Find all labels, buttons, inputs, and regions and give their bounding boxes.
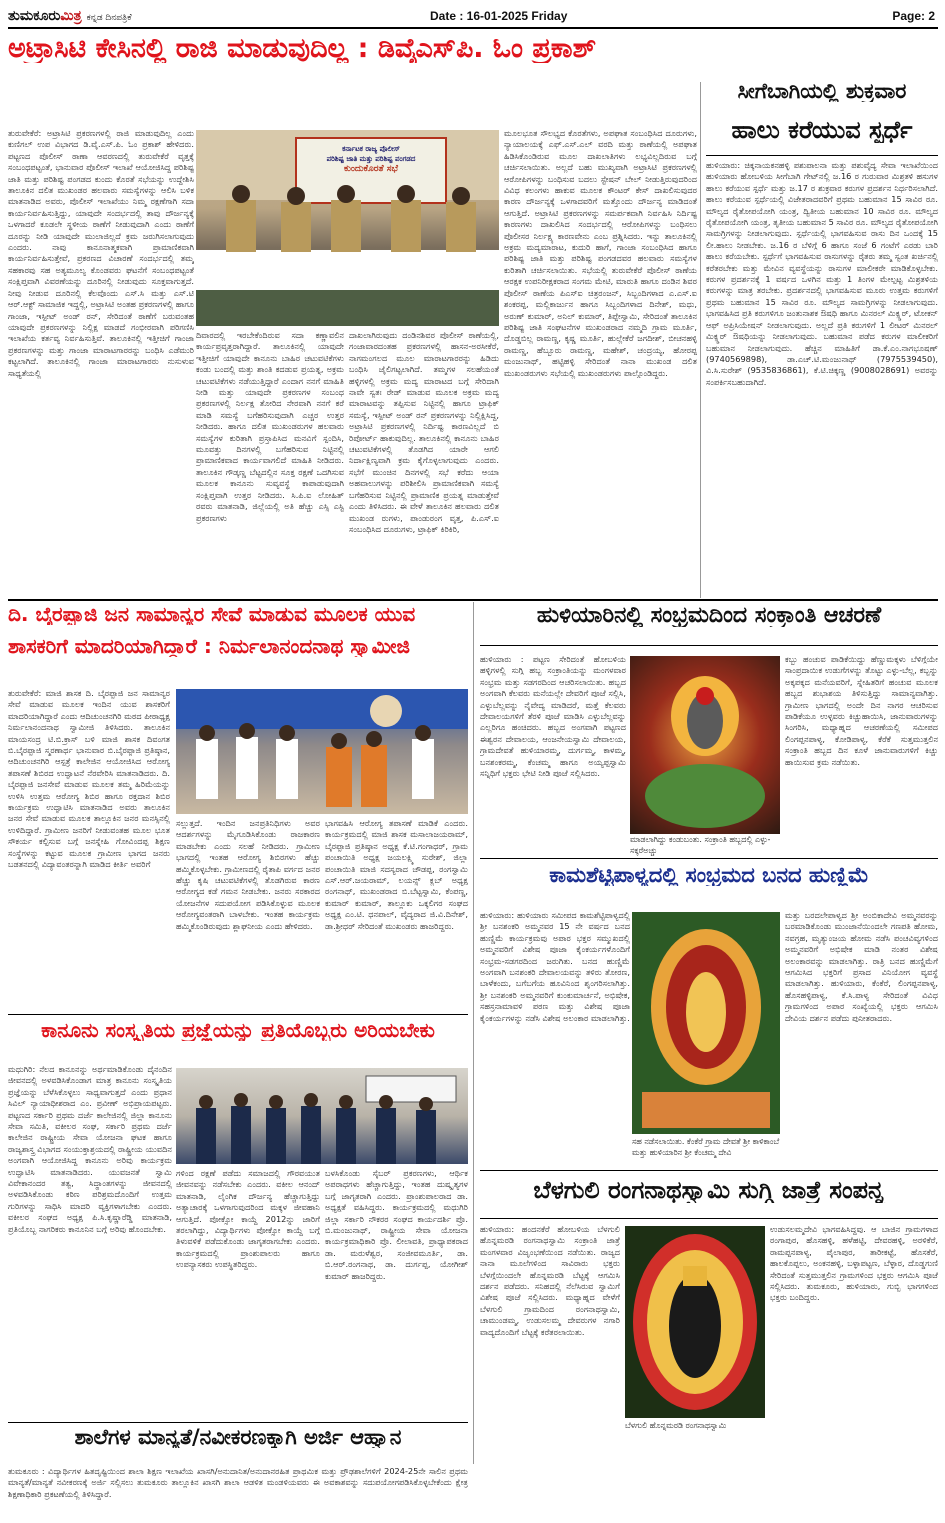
column-divider [700, 82, 701, 598]
photo-banner-line2: ಪರಿಶಿಷ್ಟ ಜಾತಿ ಮತ್ತು ಪರಿಶಿಷ್ಟ ಪಂಗಡದ [326, 155, 416, 163]
banashankari-illustration [632, 912, 780, 1134]
logo-part1: ತುಮಕೂರು [8, 8, 61, 24]
sankranti-col2: ಕಬ್ಬು ಹಂಚುವ ಪಾಡಿಕೆಯಿದ್ದು ಹೆಣ್ಣುಮಕ್ಕಳು ಬೆಳಿಗ್ಗೆಯೇ ಸಾಂಪ್ರದಾಯಿಕ ಉಡುಗೆಗಳನ್ನು ತೊಟ್ಟು ಎಳ್ಳು-ಬೆಲ್ಲ, ಕಬ್ಬನ್ನು ಅಕ್ಕಪಕ್ಕದ ಮನೆಯವರಿಗೆ, ಸ್ನೇಹಿತರಿಗೆ ಹಂಚುವ ಮೂಲಕ ಹಬ್ಬದ ಶುಭಾಶಯ ತಿಳಿಸುತ್ತಿದ್ದು ಸಾಮಾನ್ಯವಾಗಿತ್ತು. ಗ್ರಾಮೀಣ ಭಾಗದಲ್ಲಿ ಅಂದೇ ದಿನ ನಾಗರ ಆಚರಿಸುವ ಪಾಡಿಕೆಯೂ ಉಳ್ಳವರು ಕಿಚ್ಚುಹಾಯಿಸಿ, ಜಾನುವಾರುಗಳನ್ನು ಸಿಂಗರಿಸಿ, ಮಧ್ಯಾಹ್ನದ ಆಚರಣೆಯಲ್ಲಿ ಸಮೀಪದ ಲಿಂಗಪ್ಪನಪಾಳ್ಯ, ಕೋಡಿಪಾಳ್ಯ, ಕೆರೆಕೆ ಸುತ್ತಮುತ್ತಲಿನ ಸಂಕ್ರಾಂತಿ ಹಬ್ಬದ ದಿನ ಕೂಳೆ ಜಾನುವಾರುಗಳಿಗೆ ಕಿಚ್ಚು ಹಾಯಿಸುವ ಕ್ರಮ ನಡೆಯಿತು. [785, 654, 938, 767]
atrocity-headline: ಅಟ್ರಾಸಿಟಿ ಕೇಸಿನಲ್ಲಿ ರಾಜಿ ಮಾಡುವುದಿಲ್ಲ : ಡಿವೈಎಸ್‌ಪಿ. ಓಂ ಪ್ರಕಾಶ್ [8, 35, 597, 64]
kamashetti-headline: ಕಾಮಶೆಟ್ಟಿಪಾಳ್ಯದಲ್ಲಿ ಸಂಭ್ರಮದ ಬನದ ಹುಣ್ಣಿಮೆ [549, 864, 869, 887]
bairappaji-headline-2: ಶಾಸಕರಿಗೆ ಮಾದರಿಯಾಗಿದ್ದಾರೆ : ನಿರ್ಮಲಾನಂದನಾಥ ಸ್ವಾಮೀಜಿ [8, 636, 410, 657]
page-number: Page: 2 [892, 9, 935, 23]
law-event-illustration [176, 1068, 468, 1164]
atrocity-col1: ತುರುವೇಕೆರೆ: ಅಟ್ರಾಸಿಟಿ ಪ್ರಕರಣಗಳಲ್ಲಿ ರಾಜಿ ಮಾಡುವುದಿಲ್ಲ ಎಂದು ಕುಣಿಗಲ್ ಉಪ ವಿಭಾಗದ ಡಿ.ವೈ.ಎಸ್.ಪಿ. ಓಂ ಪ್ರಕಾಶ್ ಹೇಳಿದರು. ಪಟ್ಟಣದ ಪೊಲೀಸ್ ಠಾಣಾ ಆವರಣದಲ್ಲಿ ತುರುವೇಕೆರೆ ವೃತ್ತಕ್ಕೆ ಸಂಬಂಧಪಟ್ಟಂತೆ, ಭಾನುವಾರ ಪೊಲೀಸ್ ಇಲಾಖೆ ಆಯೋಜಿಸಿದ್ದ ಪರಿಶಿಷ್ಟ ಜಾತಿ ಮತ್ತು ಪರಿಶಿಷ್ಟ ಪಂಗಡದ ಕುಂದು ಕೊರತೆ ಸಭೆಯನ್ನು ಉದ್ದೇಶಿಸಿ ತಾಲೂಕಿನ ದಲಿತ ಮುಖಂಡರ ಹಲವಾರು ಸಮಸ್ಯೆಗಳನ್ನು ಆಲಿಸಿ ಬಳಿಕ ಮಾತನಾಡಿದ ಅವರು, ಪೊಲೀಸ್ ಇಲಾಖೆಯು ನಿಮ್ಮ ರಕ್ಷಣೆಗಾಗಿ ಸದಾ ಕಾರ್ಯನಿರ್ವಹಿಸುತ್ತಿದ್ದು, ಯಾವುದೇ ಸಂದರ್ಭದಲ್ಲಿ ತಾವು ದೌರ್ಜನ್ಯಕ್ಕೆ ಒಳಗಾದರೆ ಕೂಡಲೇ ಸ್ಥಳೀಯ ಠಾಣೆಗೆ ನೀಡುವುದಾಗಿ ಎಂದು ಠಾಣೆಗೆ ದೂರನ್ನು ನೀಡಿ ಯಾವುದೇ ಮುಲಾಜಿಲ್ಲದೆ ಕ್ರಮ ಜರುಗಿಸಲಾಗುವುದು ಎಂದರು. ನಾವು ಕಾನೂನಾತ್ಮಕವಾಗಿ ಪ್ರಾಮಾಣಿಕವಾಗಿ ಕಾರ್ಯನಿರ್ವಹಿಸುತ್ತೇವೆ, ಪ್ರಕರಣದ ವಿಚಾರಣೆ ಸಂದರ್ಭದಲ್ಲಿ ತಮ್ಮ ಸಹಕಾರವು ಸಹ ಅತ್ಯಮೂಲ್ಯ ಕೊಂಡವರು ಘಟನೆಗೆ ಸಂಬಂಧಪಟ್ಟಂತೆ ಸಂಕ್ಷಿಪ್ತವಾಗಿ ವಿವರಣೆಯನ್ನು ದೂರಿನಲ್ಲಿ ನೀಡುವುದು ಸೂಕ್ತವಾಗುತ್ತದೆ. ನೀವು ನೀಡುವ ದೂರಿನಲ್ಲಿ ಕೆಲವೊಂದು ಎಸ್.ಸಿ ಮತ್ತು ಎಸ್.ಟಿ ಆರ್.ಆಕ್ಟ್ ಸಾಮಾಜಿಕ ಇದ್ದಲ್ಲಿ, ಅಟ್ರಾಸಿಟಿ ಅಂತಹ ಪ್ರಕರಣಗಳಲ್ಲಿ ಹಾಗೂ ಗಾಂಜಾ, ಇಸ್ಪೀಟ್ ಅಂಡ್ ರನ್, ಸೇರಿದಂತೆ ಠಾಣೆಗೆ ಬರುವಂತಹ ಯಾವುದೇ ಪ್ರಕರಣಗಳನ್ನು ನಿಲ್ಲಿಕ್ಷ ಮಾಡದೆ ಗಂಭೀರವಾಗಿ ಪರಿಗಣಿಸಿ ಇಲಾಖೆಯ ಕರ್ತವ್ಯ ನಿರ್ವಹಿಸುತ್ತಿವೆ. ತಾಲೂಕಿನಲ್ಲಿ ಇತ್ತೀಚಿಗೆ ಗಾಂಜಾ ಪ್ರಕರಣಗಳನ್ನು ಮತ್ತು ಗಾಂಜಾ ಮಾರಾಟಗಾರರನ್ನು ಬಂಧಿಸಿ ಎಡೆಮುರಿ ಕಟ್ಟಲಾಗಿದೆ. ತಾಲೂಕಿನಲ್ಲಿ ಗಾಂಜಾ ಮಾರಾಟಗಾರರು ನುಸುಳುವ ಸಾಧ್ಯತೆಯಲ್ಲಿ [8, 128, 194, 378]
bairappaji-col2: ಸಲ್ಲುತ್ತದೆ. ಇಂದಿನ ಜನಪ್ರತಿನಿಧಿಗಳು ಅವರ ಆದರ್ಶಗಳನ್ನು ಮೈಗೂಡಿಸಿಕೊಂಡು ರಾಜಕಾರಣ ಮಾಡಬೇಕು ಎಂದು ಸಲಹೆ ನೀಡಿದರು. ಗ್ರಾಮೀಣ ಭಾಗದಲ್ಲಿ ಇಂತಹ ಆರೋಗ್ಯ ಶಿಬಿರಗಳು ಹೆಚ್ಚು ಹಮ್ಮಿಕೊಳ್ಳಬೇಕು. ಗ್ರಾಮೀಣದಲ್ಲಿ ರೈತಾಪಿ ವರ್ಗದ ಜನರ ಹೆಚ್ಚು ಕೃಷಿ ಚಟುವಟಿಕೆಗಳಲ್ಲಿ ತೊಡಗಿರುವ ಕಾರಣ ಆರೋಗ್ಯದ ಕಡೆ ಗಮನ ನೀಡಬೇಕು. ಜನರು ಸರಕಾರದ ಯೋಜನೆಗಳ ಸದುಪಯೋಗ ಪಡಿಸಿಕೊಳ್ಳುವ ಮೂಲಕ ಆರೋಗ್ಯವಂತರಾಗಿ ಬಾಳಬೇಕು. ಇಂತಹ ಕಾರ್ಯಕ್ರಮ ಹಮ್ಮಿಕೊಂಡಿರುವುದು ಶ್ಲಾಘನೀಯ ಎಂದು ಹೇಳಿದರು. [176, 818, 320, 931]
photo-banner-line1: ಕರ್ನಾಟಕ ರಾಜ್ಯ ಪೊಲೀಸ್ [342, 145, 400, 153]
law-col2: ಗಳಿಂದ ರಕ್ಷಣೆ ಪಡೆದು ಸಮಾಜದಲ್ಲಿ ಗೌರವಯುತ ಜೀವನವನ್ನು ನಡೆಸಬೇಕು ಎಂದರು. ವಕೀಲ ಆನಂದ್ ಮಾತನಾಡಿ, ಲೈಂಗಿಕ ದೌರ್ಜನ್ಯ ಹೆಚ್ಚಾಗುತ್ತಿದ್ದು ಅತ್ಯಾಚಾರಕ್ಕೆ ಒಳಗಾಗುವುದರಿಂದ ಮಕ್ಕಳ ಜೀವಹಾನಿ ಆಗುತ್ತಿದೆ. ಪೋಕ್ಸೋ ಕಾಯ್ದೆ 2012ನ್ನು ಜಾರಿಗೆ ತರಲಾಗಿದ್ದು, ವಿದ್ಯಾರ್ಥಿಗಳು ಪೋಕ್ಸೋ ಕಾಯ್ದೆ ಬಗ್ಗೆ ತಿಳುವಳಿಕೆ ಪಡೆದುಕೊಂಡು ಜಾಗೃತರಾಗಬೇಕು ಎಂದರು. ಕಾರ್ಯಕ್ರಮದಲ್ಲಿ ಪ್ರಾಂಶುಪಾಲರು ಹಾಗೂ ಉಪನ್ಯಾಸಕರು ಉಪಸ್ಥಿತರಿದ್ದರು. [176, 1168, 320, 1270]
banashankari-photo [632, 912, 780, 1134]
section-rule-1 [8, 599, 938, 601]
milk-headline-2: ಹಾಲು ಕರೆಯುವ ಸ್ಪರ್ಧೆ [731, 118, 913, 144]
issue-date: Date : 16-01-2025 Friday [430, 9, 568, 23]
milk-rule [706, 155, 938, 156]
milk-headline-1: ಸೀಗೆಬಾಗಿಯಲ್ಲಿ ಶುಕ್ರವಾರ [737, 80, 907, 103]
sankranti-idol-illustration [630, 656, 780, 834]
law-col3: ಬಳಸಿಕೊಂಡು ಸೈಬರ್ ಪ್ರಕರಣಗಳು, ಆರ್ಥಿಕ ಅಪರಾಧಗಳು ಹೆಚ್ಚಾಗುತ್ತಿದ್ದು, ಇಂತಹ ದುಷ್ಕೃತ್ಯಗಳ ಬಗ್ಗೆ ಜಾಗೃತರಾಗಿ ಎಂದರು. ಪ್ರಾಂಶುಪಾಲರಾದ ಡಾ. ಅಧ್ಯಕ್ಷತೆ ವಹಿಸಿದ್ದರು. ಕಾರ್ಯಕ್ರಮದಲ್ಲಿ ಮಧುಗಿರಿ ಜಿಲ್ಲಾ ಸರ್ಕಾರಿ ನೌಕರರ ಸಂಘದ ಕಾರ್ಯದರ್ಶಿ ಪ್ರೊ. ಬಿ.ಮಂಜುನಾಥ್, ರಾಷ್ಟ್ರೀಯ ಸೇವಾ ಯೋಜನಾ ಕಾರ್ಯಕ್ರಮಾಧಿಕಾರಿ ಪ್ರೊ. ಲೀಲಾವತಿ, ಪ್ರಾಧ್ಯಾಪಕರಾದ ಡಾ. ಮರುಳೆಶ್ವರ, ಸಂಜೀವಮೂರ್ತಿ, ಡಾ. ಬಿ.ಆರ್.ರಂಗನಾಥ, ಡಾ. ದುರ್ಗಪ್ಪ, ಯೋಗೀಶ್ ಕುಮಾರ್ ಹಾಜರಿದ್ದರು. [325, 1168, 468, 1281]
newspaper-logo [8, 8, 132, 24]
sankranti-caption: ಮಾಡಲಾಗಿದ್ದು ಕಂಡುಬಂತು. ಸಂಕ್ರಾಂತಿ ಹಬ್ಬದಲ್ಲಿ ಎಳ್ಳು-ಸಕ್ಕರೆಅಚ್ಚು [630, 835, 771, 855]
police-meeting-photo [196, 130, 499, 326]
atrocity-col2: ದಿವಾರದಲ್ಲಿ ಇರಬೇಕೆಂದಿರುವ ಸದಾ ಕಣ್ಣಾವಲಿನ ಕಾರ್ಯಪ್ರವೃತ್ತರಾಗಿದ್ದಾರೆ. ತಾಲೂಕಿನಲ್ಲಿ ಯಾವುದೇ ಇತ್ತೀಚಿಗೆ ಯಾವುದೇ ಕಾನೂನು ಬಾಹಿರ ಚಟುವಟಿಕೆಗಳು ಕಂಡು ಬಂದಲ್ಲಿ ಮತ್ತು ಶಾಂತಿ ಕದಡುವ ಪ್ರಯತ್ನ, ಅಕ್ರಮ ಚಟುವಟಿಕೆಗಳು ನಡೆಯುತ್ತಿದ್ದಾರೆ ಎಂದಾಗ ನನಗೆ ಮಾಹಿತಿ ನೀಡಿ ಮತ್ತು ಯಾವುದೇ ಪ್ರಕರಣಗಳ ಸಂಬಂಧ ಪ್ರಕರಣಗಳಲ್ಲಿ ನಿರ್ಲಕ್ಷ ತೋರಿದ ನೇರವಾಗಿ ನನಗೆ ಕರೆ ಮಾಡಿ ಸಮಸ್ಯೆ ಬಗೆಹರಿಸುವುದಾಗಿ ಎಚ್ಚರ ಉತ್ತರ ನೀಡಿದರು. ಹಾಗೂ ದಲಿತ ಮುಖಂಡರುಗಳ ಹಲವಾರು ಸಮಸ್ಯೆಗಳ ಕುರಿತಾಗಿ ಪ್ರಸ್ತಾಪಿಸಿದ ಮನವಿಗೆ ಸ್ಪಂದಿಸಿ, ಮೂವತ್ತು ದಿನಗಳಲ್ಲಿ ಬಗೆಹರಿಸುವ ನಿಟ್ಟಿನಲ್ಲಿ ಪ್ರಾಮಾಣಿಕವಾದ ಕಾರ್ಯವಾಗಲಿದೆ ಮಾಹಿತಿ ನೀಡಿದರು. ತಾಲೂಕಿನ ಗೌಡ್ಕಣ್ಣ ಬೆಟ್ಟದಲ್ಲಿನ ಸೂಕ್ತ ರಕ್ಷಣೆ ಒದಗಿಸುವ ಮೂಲಕ ಕಾನೂನು ಸುವ್ಯವಸ್ಥೆ ಕಾಪಾಡುವುದಾಗಿ ಸಂಕ್ಷಿಪ್ತವಾಗಿ ಉತ್ತರ ನೀಡಿದರು. ಸಿ.ಪಿ.ಐ ಲೋಹಿತ್ ರವರು ಮಾತನಾಡಿ, ಜಿಲ್ಲೆಯಲ್ಲಿ ಅತಿ ಹೆಚ್ಚು ಎಸ್ಸಿ ಎಸ್ಟಿ ಪ್ರಕರಣಗಳು [196, 330, 344, 523]
school-headline: ಶಾಲೆಗಳ ಮಾನ್ಯತೆ/ನವೀಕರಣಕ್ಕಾಗಿ ಅರ್ಜಿ ಆಹ್ವಾನ [74, 1426, 402, 1449]
column-divider-2 [473, 602, 474, 1464]
logo-tagline: ಕನ್ನಡ ದಿನಪತ್ರಿಕೆ [86, 13, 132, 23]
bairappaji-col1: ತುರುವೇಕೆರೆ: ಮಾಜಿ ಶಾಸಕ ದಿ. ಬೈರಪ್ಪಾಜಿ ಜನ ಸಾಮಾನ್ಯರ ಸೇವೆ ಮಾಡುವ ಮೂಲಕ ಇಂದಿನ ಯುವ ಶಾಸಕರಿಗೆ ಮಾದರಿಯಾಗಿದ್ದಾರೆ ಎಂದು ಆದಿಚುಂಚನಗಿರಿ ಮಠದ ಪೀಠಾಧ್ಯಕ್ಷ ನಿರ್ಮಲಾನಂದನಾಥ ಸ್ವಾಮೀಜಿ ತಿಳಿಸಿದರು. ತಾಲೂಕಿನ ಮಾಯಸಂದ್ರ ಟಿ.ಬಿ.ಕ್ರಾಸ್ ಬಳಿ ಮಾಜಿ ಶಾಸಕ ದಿವಂಗತ ಬಿ.ಬೈರಪ್ಪಾಜಿ ಸ್ಮರಣಾರ್ಥ ಭಾನುವಾರ ಬಿ.ಬೈರಪ್ಪಾಜಿ ಪ್ರತಿಷ್ಠಾನ, ಆದಿಚುಂಚನಗಿರಿ ಆಸ್ಪತ್ರೆ ಕಾಲೇಜಿನ ಆಯೋಜಿಸಿದ ಆರೋಗ್ಯ ತಪಾಸಣೆ ಶಿಬಿರದ ಉದ್ಘಾಟನೆ ನೆರವೇರಿಸಿ ಮಾತನಾಡಿದರು. ದಿ. ಬೈರಪ್ಪಾಜಿ ಜನಸೇವೆ ಮಾಡುವ ಮೂಲಕ ತಮ್ಮ ಹಿರಿಮೆಯನ್ನು ಉಳಿಸಿ ಉತ್ತಮ ಆರೋಗ್ಯ ಶಿಬಿರ ಹಾಗೂ ರಕ್ತದಾನ ಶಿಬಿರ ಕಾರ್ಯಕ್ರಮ ಉದ್ಘಾಟಿಸಿ ಮಾತನಾಡಿದ ಅವರು ತಾಲೂಕಿನ ಜನರ ಸೇವೆ ಮಾಡುವ ಮೂಲಕ ತಾಲ್ಲೂಕಿನ ಜನರ ಮನಸ್ಸಿನಲ್ಲಿ ಉಳಿದಿದ್ದಾರೆ. ಗ್ರಾಮೀಣ ಜನರಿಗೆ ನೀಡುವಂತಹ ಮೂಲ ಭೂತ ಸೌಕರ್ಯ ಕಲ್ಪಿಸುವ ಬಗ್ಗೆ ಜನಸ್ನೇಹಿ ಗೋವಿಂದಪ್ಪ ಶಿಕ್ಷಣ ಸಂಸ್ಥೆಗಳನ್ನು ಕಟ್ಟುವ ಮೂಲಕ ಗ್ರಾಮೀಣ ಭಾಗದ ಜನರು ಬಡತನದಲ್ಲಿ ವಿದ್ಯಾವಂತರನ್ನಾಗಿ ಮಾಡಿದ ಕೀರ್ತಿ ಅವರಿಗೆ [8, 688, 170, 870]
sankranti-col1: ಹುಳಿಯಾರು : ಪಟ್ಟಣ ಸೇರಿದಂತೆ ಹೋಬಳಿಯ ಹಳ್ಳಿಗಳಲ್ಲಿ ಸುಗ್ಗಿ ಹಬ್ಬ ಸಂಕ್ರಾಂತಿಯನ್ನು ಮಂಗಳವಾರ ಸಂಭ್ರಮ ಮತ್ತು ಸಡಗರದಿಂದ ಆಚರಿಸಲಾಯಿತು. ಹಬ್ಬದ ಅಂಗವಾಗಿ ಕೆಲವರು ಮನೆಯಲ್ಲೇ ದೇವರಿಗೆ ಪೂಜೆ ಸಲ್ಲಿಸಿ, ಎಳ್ಳುಬೆಲ್ಲವನ್ನು ನೈವೇದ್ಯ ಮಾಡಿದರೆ, ಮತ್ತೆ ಕೆಲವರು ದೇವಾಲಯಗಳಿಗೆ ತೆರಳಿ ಪೂಜೆ ಮಾಡಿಸಿ ಎಳ್ಳುಬೆಲ್ಲವನ್ನು ಎಲ್ಲರಿಗೂ ಹಂಚಿದರು. ಹಬ್ಬದ ಅಂಗವಾಗಿ ಪಟ್ಟಣದ ಈಶ್ವರನ ದೇವಾಲಯ, ಆಂಜನೇಯಸ್ವಾಮಿ ದೇವಾಲಯ, ಗ್ರಾಮದೇವತೆ ಹುಳಿಯಾರಮ್ಮ, ದುರ್ಗಮ್ಮ, ಕಾಳಮ್ಮ, ಬನಶಂಕರಮ್ಮ, ಕೆಂಚಮ್ಮ ಹಾಗೂ ಅಯ್ಯಪ್ಪಸ್ವಾಮಿ ಸನ್ನಿಧಿಗೆ ಭಕ್ತರು ಭೇಟಿ ನೀಡಿ ಪೂಜೆ ಸಲ್ಲಿಸಿದರು. [480, 654, 626, 779]
belaguli-headline: ಬೆಳಗುಲಿ ರಂಗನಾಥಸ್ವಾಮಿ ಸುಗ್ಗಿ ಜಾತ್ರೆ ಸಂಪನ್ನ [533, 1178, 885, 1204]
belaguli-rule [480, 1218, 938, 1219]
masthead [0, 6, 945, 28]
logo-part2: ಮಿತ್ರ [60, 8, 82, 24]
sankranti-rule [480, 645, 938, 646]
belaguli-col2: ಉಡುಸಲಮ್ಮದೇವಿ ಭಾಗವಹಿಸಿದ್ದವು. ಆ ಬಾಜಿನ ಗ್ರಾಮಗಳಾದ ರಂಗಾಪುರ, ಹೊಸಹಳ್ಳಿ, ಹಳೆಹಟ್ಟಿ, ದೇವರಹಳ್ಳಿ, ಅರಳಿಕೆರೆ, ರಾಮಪ್ಪನಪಾಳ್ಯ, ಪೈಲಾಪುರ, ತಾರೀಕಟ್ಟೆ, ಹೊಸಕೆರೆ, ಹಾಲಕೊಪ್ಪಲು, ಅಂಕನಹಳ್ಳಿ, ಬಳ್ಳಾಪಟ್ಟಣ, ಬೆಳ್ಳಾರ, ದೊಡ್ಡಗುಣಿ ಸೇರಿದಂತೆ ಸುತ್ತಮುತ್ತಲಿನ ಗ್ರಾಮಗಳಿಂದ ಭಕ್ತರು ಆಗಮಿಸಿ ಪೂಜೆ ಸಲ್ಲಿಸಿದರು. ತುಮಕೂರು, ಹುಳಿಯಾರು, ಗುಬ್ಬಿ ಭಾಗಗಳಿಂದ ಭಕ್ತರು ಬಂದಿದ್ದರು. [770, 1224, 938, 1303]
bairappaji-col3: ಭಾಗವಹಿಸಿ ಆರೋಗ್ಯ ತಪಾಸಣೆ ಮಾಡಿಕೆ ಎಂದರು. ಕಾರ್ಯಕ್ರಮದಲ್ಲಿ ಮಾಜಿ ಶಾಸಕ ಮಸಾಲಾಜಯರಾಮ್, ಬೈರಪ್ಪಾಜಿ ಪ್ರತಿಷ್ಠಾನ ಅಧ್ಯಕ್ಷ ಕೆ.ಟಿ.ಗಂಗಾಧರ್, ಗ್ರಾಮ ಪಂಚಾಯಿತಿ ಅಧ್ಯಕ್ಷ ಜಯಲಕ್ಷ್ಮಿ ಸುರೇಶ್, ಜಿಲ್ಲಾ ಪಂಚಾಯಿತಿ ಮಾಜಿ ಸದಸ್ಯರಾದ ಚೌಡಪ್ಪ, ರಂಗಸ್ವಾಮಿ ಎಸ್.ಆರ್.ಜಯರಾಮ್, ಲಯನ್ಸ್ ಕ್ಲಬ್ ಅಧ್ಯಕ್ಷ ರಂಗನಾಥ್, ಮುಖಂಡರಾದ ಬಿ.ಬೆಟ್ಟಸ್ವಾಮಿ, ಕೆಂಪಣ್ಣ, ಕುಮಾರ್ ಕುಮಾರ್, ತಾಲ್ಲೂಕು ಒಕ್ಕಲಿಗರ ಸಂಘದ ಅಧ್ಯಕ್ಷ ಎಂ.ಟಿ. ಧನಪಾಲ್, ವೈದ್ಯರಾದ ಜಿ.ವಿ.ದಿನೇಶ್, ಡಾ.ಶ್ರೀಧರ್ ಸೇರಿದಂತೆ ಮುಖಂಡರು ಹಾಜರಿದ್ದರು. [325, 818, 468, 931]
school-body: ತುಮಕೂರು : ವಿದ್ಯಾರ್ಥಿಗಳ ಹಿತದೃಷ್ಟಿಯಿಂದ ಶಾಲಾ ಶಿಕ್ಷಣ ಇಲಾಖೆಯ ಖಾಸಗಿ/ಅನುದಾನಿತ/ಅನುದಾನರಹಿತ ಪ್ರಾಥಮಿಕ ಮತ್ತು ಪ್ರೌಢಶಾಲೆಗಳಿಗೆ 2024-25ನೇ ಸಾಲಿನ ಪ್ರಥಮ ಮಾನ್ಯತೆ/ಮಾನ್ಯತೆ ನವೀಕರಣಕ್ಕೆ ಅರ್ಜಿ ಸಲ್ಲಿಸಲು ತುಮಕೂರು ತಾಲ್ಲೂಕಿನ ಖಾಸಗಿ ಶಾಲಾ ಆಡಳಿತ ಮಂಡಳಿಯವರು ಈ ಅವಕಾಶವನ್ನು ಸದುಪಯೋಗಪಡಿಸಿಕೊಳ್ಳಬೇಕೆಂದು ಕ್ಷೇತ್ರ ಶಿಕ್ಷಣಾಧಿಕಾರಿ ಪ್ರಕಟಣೆಯಲ್ಲಿ ತಿಳಿಸಿದ್ದಾರೆ. [8, 1466, 468, 1499]
kamashetti-col1: ಹುಳಿಯಾರು: ಹುಳಿಯಾರು ಸಮೀಪದ ಕಾಮಶೆಟ್ಟಿಪಾಳ್ಯದಲ್ಲಿ ಶ್ರೀ ಬನಶಂಕರಿ ಅಮ್ಮನವರ 15 ನೇ ವರ್ಷದ ಬನದ ಹುಣ್ಣಿಮೆ ಕಾರ್ಯಕ್ರಮವು ಅಪಾರ ಭಕ್ತರ ಸಮ್ಮುಖದಲ್ಲಿ ಅಮ್ಮನವರಿಗೆ ವಿಶೇಷ ಪೂಜಾ ಕೈಂಕರ್ಯಗಳೊಂದಿಗೆ ಸಂಭ್ರಮ-ಸಡಗರದಿಂದ ಜರುಗಿತು. ಬನದ ಹುಣ್ಣಿಮೆ ಅಂಗವಾಗಿ ಬನಶಂಕರಿ ದೇವಾಲಯವನ್ನು ತಳಿರು ತೋರಣ, ಬಾಳೆಕಂದು, ಬಗೆಬಗೆಯ ಹೂವಿನಿಂದ ಶೃಂಗರಿಸಲಾಗಿತ್ತು. ಶ್ರೀ ಬನಶಂಕರಿ ಅಮ್ಮನವರಿಗೆ ಕುಂಕುಮಾರ್ಚನೆ, ಅಭಿಷೇಕ, ಸಹಸ್ರನಾಮಾವಳಿ ಪಠಣ ಮತ್ತು ವಿಶೇಷ ಪೂಜಾ ಕೈಂಕರ್ಯಗಳನ್ನು ನಡೆಸಿ ವಿಶೇಷ ಅಲಂಕಾರ ಮಾಡಲಾಗಿತ್ತು. [480, 910, 630, 1023]
belaguli-caption: ಬೆಳಗುಲಿ ಹೊನ್ನಮರಡಿ ರಂಗನಾಥಸ್ವಾಮಿ [625, 1421, 727, 1430]
kamashetti-caption: ಸಹ ನಡೆಸಲಾಯಿತು. ಕೆಂಕೆರೆ ಗ್ರಾಮ ದೇವತೆ ಶ್ರೀ ಕಾಳಿಕಾಂಬೆ ಮತ್ತು ಹುಳಿಯಾರಿನ ಶ್ರೀ ಕೆಂಚಮ್ಮ ದೇವಿ [632, 1137, 780, 1157]
law-col1: ಮಧುಗಿರಿ: ನೆಲದ ಕಾನೂನನ್ನು ಅರ್ಥಮಾಡಿಕೊಂಡು ದೈನಂದಿನ ಜೀವನದಲ್ಲಿ ಅಳವಡಿಸಿಕೊಂಡಾಗ ಮಾತ್ರ ಕಾನೂನು ಸಂಸ್ಕೃತಿಯ ಪ್ರಜ್ಞೆಯನ್ನು ಬೆಳೆಸಿಕೊಳ್ಳಲು ಸಾಧ್ಯವಾಗುತ್ತದೆ ಎಂದು ಪ್ರಧಾನ ಸಿವಿಲ್ ನ್ಯಾಯಾಧೀಶರಾದ ಎಂ. ಪ್ರವೀಣ್ ಅಭಿಪ್ರಾಯಪಟ್ಟರು. ಪಟ್ಟಣದ ಸರ್ಕಾರಿ ಪ್ರಥಮ ದರ್ಜೆ ಕಾಲೇಜಿನಲ್ಲಿ ಜಿಲ್ಲಾ ಕಾನೂನು ಸೇವಾ ಸಮಿತಿ, ವಕೀಲರ ಸಂಘ, ಸರ್ಕಾರಿ ಪ್ರಥಮ ದರ್ಜೆ ಕಾಲೇಜಿನ ರಾಷ್ಟ್ರೀಯ ಸೇವಾ ಯೋಜನಾ ಘಟಕ ಹಾಗೂ ರಾಜ್ಯಶಾಸ್ತ್ರ ವಿಭಾಗದ ಸಂಯುಕ್ತಾಶ್ರಯದಲ್ಲಿ ರಾಷ್ಟ್ರೀಯ ಯುವದಿನ ಅಂಗವಾಗಿ ಆಯೋಜಿಸಿದ್ದ ಕಾನೂನು ಅರಿವು ಕಾರ್ಯಕ್ರಮ ಉದ್ಘಾಟಿಸಿ ಮಾತನಾಡಿದರು. ಯುವಜನತೆ ಸ್ವಾಮಿ ವಿವೇಕಾನಂದರ ತತ್ವ, ಸಿದ್ಧಾಂತಗಳನ್ನು ಜೀವನದಲ್ಲಿ ಅಳವಡಿಸಿಕೊಂಡು ಕಠಿಣ ಪರಿಶ್ರಮದೊಂದಿಗೆ ಉತ್ತಮ ಗುರಿಗಳನ್ನು ಸಾಧಿಸಿ ಮಾದರಿ ವ್ಯಕ್ತಿಗಳಾಗಬೇಕು ಎಂದರು. ವಕೀಲರ ಸಂಘದ ಅಧ್ಯಕ್ಷ ಪಿ.ಸಿ.ಕೃಷ್ಣಾರೆಡ್ಡಿ ಮಾತನಾಡಿ, ಪ್ರತಿಯೊಬ್ಬ ನಾಗರಿಕರು ಕಾನೂನಿನ ಬಗ್ಗೆ ಅರಿವು ಹೊಂದಬೇಕು. [8, 1064, 172, 1234]
law-headline: ಕಾನೂನು ಸಂಸ್ಕೃತಿಯ ಪ್ರಜ್ಞೆಯನ್ನು ಪ್ರತಿಯೊಬ್ಬರು ಅರಿಯಬೇಕು [41, 1020, 435, 1041]
milk-body: ಹುಳಿಯಾರು: ಚಿಕ್ಕನಾಯಕನಹಳ್ಳಿ ಪಶುಪಾಲನಾ ಮತ್ತು ಪಶುವೈದ್ಯ ಸೇವಾ ಇಲಾಖೆಯಿಂದ ಹುಳಿಯಾರು ಹೋಬಳಿಯ ಸೀಗೆಬಾಗಿ ಗೇಟ್‌ನಲ್ಲಿ ಜ.16 ರ ಗುರುವಾರ ಮಿಶ್ರತಳಿ ಹಸುಗಳ ಹಾಲು ಕರೆಯುವ ಸ್ಪರ್ಧೆ ಮತ್ತು ಜ.17 ರ ಶುಕ್ರವಾರ ಕರುಗಳ ಪ್ರದರ್ಶನ ನಿರ್ಧರಿಸಲಾಗಿದೆ. ಹಾಲು ಕರೆಯುವ ಸ್ಪರ್ಧೆಯಲ್ಲಿ ವಿಜೇತರಾದವರಿಗೆ ಪ್ರಥಮ ಬಹುಮಾನ 15 ಸಾವಿರ ರೂ. ಮೌಲ್ಯದ ರೈತೋಪಯೋಗಿ ಯಂತ್ರ, ದ್ವಿತೀಯ ಬಹುಮಾನ 10 ಸಾವಿರ ರೂ. ಮೌಲ್ಯದ ರೈತೋಪಯೋಗಿ ಯಂತ್ರ, ತೃತೀಯ ಬಹುಮಾನ 5 ಸಾವಿರ ರೂ. ಮೌಲ್ಯದ ರೈತೋಪಯೋಗಿ ಸಾಮಗ್ರಿಗಳನ್ನು ನೀಡಲಾಗುವುದು. ಸ್ಪರ್ಧೆಯಲ್ಲಿ ಭಾಗವಹಿಸುವ ರಾಸು ದಿನ ಒಂದಕ್ಕೆ 15 ಲೀ.ಹಾಲು ನೀಡಬೇಕು. ಜ.16 ರ ಬೆಳಿಗ್ಗೆ 6 ಹಾಗೂ ಸಂಜೆ 6 ಗಂಟೆಗೆ ಎರಡು ಬಾರಿ ಹಾಲು ಕರೆಯಬೇಕು. ಸ್ಪರ್ಧೆಗೆ ಭಾಗವಹಿಸುವ ರಾಸುಗಳನ್ನು ರೈತರು ತಮ್ಮ ಸ್ವಂತ ಖರ್ಚಿನಲ್ಲಿ ಕರೆತರಬೇಕು ಮತ್ತು ಮೇವಿನ ವ್ಯವಸ್ಥೆಯನ್ನು ರಾಸುಗಳ ಮಾಲೀಕರೇ ಮಾಡಿಕೊಳ್ಳಬೇಕು. ಕರುಗಳ ಪ್ರದರ್ಶನಕ್ಕೆ 1 ವರ್ಷದ ಒಳಗಿನ ಮತ್ತು 1 ತಿಂಗಳ ಮೇಲ್ಪಟ್ಟ ಮಿಶ್ರತಳಿಯ ಕರುಗಳನ್ನು ಮಾತ್ರ ತರಬೇಕು. ಪ್ರದರ್ಶನದಲ್ಲಿ ಭಾಗವಹಿಸುವ ಮೂರು ಉತ್ತಮ ಕರುಗಳಿಗೆ ಪ್ರಥಮ ಬಹುಮಾನ 15 ಸಾವಿರ ರೂ. ಮೌಲ್ಯದ ಸಾಮಗ್ರಿಗಳನ್ನು ನೀಡಲಾಗುವುದು. ಭಾಗವಹಿಸಿದ ಪ್ರತಿ ಕರುಗಳಿಗೂ ಜಂತುನಾಶಕ ಔಷಧಿ ಹಾಗೂ ಮಿನರಲ್ ಮಿಕ್ಸ್ಚರ್, ಟೋಕನ್ ಆಫ್ ಅಪ್ರಿಸಿಯೇಷನ್ ನೀಡಲಾಗುವುದು. ಅಲ್ಲದೆ ಪ್ರತಿ ಕರುಗಳಿಗೆ 1 ಲೀಟರ್ ಮಿನರಲ್ ಮಿಕ್ಸ್ಚರ್ ಔಷಧಿಯನ್ನು ನೀಡಲಾಗುವುದು. ಬಹುಮಾನ ಪಡೆದ ಕರುಗಳ ಮಾಲೀಕರಿಗೆ ಬಹುಮಾನ ನೀಡಲಾಗುವುದು. ಹೆಚ್ಚಿನ ಮಾಹಿತಿಗೆ ಡಾ.ಕೆ.ಎಂ.ನಾಗಭೂಷಣ್ (9740569898), ಡಾ.ಎಚ್.ಟಿ.ಮಂಜುನಾಥ್ (7975539450), ವಿ.ಸಿ.ಸುರೇಶ್ (9535836861), ಕೆ.ಟಿ.ಚಿಕ್ಕಣ್ಣ (9008028691) ಅವರನ್ನು ಸಂಪರ್ಕಿಸಬಹುದಾಗಿದೆ. [706, 160, 938, 387]
sankranti-col1-cont [480, 740, 626, 856]
belaguli-col1: ಹುಳಿಯಾರು: ಹಂದನಕೆರೆ ಹೋಬಳಿಯ ಬೆಳಗುಲಿ ಹೊನ್ನಮರಡಿ ರಂಗನಾಥಸ್ವಾಮಿ ಸಂಕ್ರಾಂತಿ ಜಾತ್ರೆ ಮಂಗಳವಾರ ವಿಜೃಂಭಣೆಯಿಂದ ನಡೆಯಿತು. ರಾಜ್ಯದ ನಾನಾ ಮೂಲೆಗಳಿಂದ ಸಾವಿರಾರು ಭಕ್ತರು ಬೆಳಗ್ಗೆಯಿಂದಲೇ ಹೊನ್ನಮರಡಿ ಬೆಟ್ಟಕ್ಕೆ ಆಗಮಿಸಿ ದರ್ಶನ ಪಡೆದರು. ಸನಿಹದಲ್ಲಿ ನೆಲೆಸಿರುವ ಸ್ವಾಮಿಗೆ ವಿಶೇಷ ಪೂಜೆ ಸಲ್ಲಿಸಿದರು. ಮಧ್ಯಾಹ್ನದ ವೇಳೆಗೆ ಬೆಳಗುಲಿ ಗ್ರಾಮದಿಂದ ರಂಗನಾಥಸ್ವಾಮಿ, ಚಾಮುಂಡಮ್ಮ, ಉಡುಸಲಮ್ಮ ದೇವರುಗಳ ನಗಾರಿ ವಾದ್ಯದೊಂದಿಗೆ ಬೆಟ್ಟಕ್ಕೆ ಕರೆತರಲಾಯಿತು. [480, 1224, 620, 1337]
section-rule-2 [480, 858, 938, 859]
atrocity-col4: ಮೂಲಭೂತ ಸೌಲಭ್ಯದ ಕೊರತೆಗಳು, ಅಪಘಾತ ಸಂಬಂಧಿಸಿದ ದೂರುಗಳು, ನ್ಯಾಯಾಲಯಕ್ಕೆ ಎಫ್.ಎಸ್.ಎಲ್ ವರದಿ ಮತ್ತು ಠಾಣೆಯಲ್ಲಿ ಅಪಘಾತ ಹಿಡಿಸಿಕೊಂಡಿರುವ ಮೂಲ ದಾಖಲಾತಿಗಳು ಲಭ್ಯವಿಲ್ಲದಿರುವ ಬಗ್ಗೆ ಚರ್ಚಿಸಲಾಯಿತು. ಅಲ್ಲದೆ ಬಹು ಮುಖ್ಯವಾಗಿ ಅಟ್ರಾಸಿಟಿ ಪ್ರಕರಣಗಳಲ್ಲಿ ಆರೋಪಿಗಳನ್ನು ಬಂಧಿಸುವ ಬದಲು ಸ್ಟೇಷನ್ ಬೇಲ್ ನೀಡುತ್ತಿರುವುದರಿಂದ ವಿವಿಧ ಕಲಂಗಳು ಹಾಕುವ ಮೂಲಕ ಕೌಂಟರ್ ಕೇಸ್ ದಾಖಲಿಸುವುದರ ಕಾರಣ ದೌರ್ಜನ್ಯಕ್ಕೆ ಒಳಗಾದವರಿಗೆ ಮತ್ತೊಂದು ದೌರ್ಜನ್ಯ ಮಾಡಿದಂತೆ ಆಗುತ್ತಿದೆ. ಅಟ್ರಾಸಿಟಿ ಪ್ರಕರಣಗಳನ್ನು ಸಮರ್ಪಕವಾಗಿ ನಿರ್ವಹಿಸಿ ನಿರ್ದಿಷ್ಟ ಕಾರಣಗಳು ದಾಖಲಿಸಿದ ಸಂದರ್ಭದಲ್ಲಿ ಆರೋಪಿಗಳನ್ನು ಬಂಧಿಸಲು ಪೊಲೀಸರ ನಿರ್ಲಕ್ಷ್ಯ ಕಾರಣವೇನು ಎಂಬ ಪ್ರಶ್ನಿಸಿದರು. ಇನ್ನು ತಾಲೂಕಿನಲ್ಲಿ ಅಕ್ರಮ ಮದ್ಯಮಾರಾಟ, ಕುದುರಿ ಹಾಗೆ, ಗಾಂಜಾ ಸಂಬಂಧಿಸಿದ ಹಾಗೂ ಪರಿಶಿಷ್ಟ ಜಾತಿ ಮತ್ತು ಪರಿಶಿಷ್ಟ ಪಂಗಡದವರ ಹಲವಾರು ಸಮಸ್ಯೆಗಳ ಕುರಿತಾಗಿ ಚರ್ಚಿಸಲಾಯಿತು. ಸಭೆಯಲ್ಲಿ ತುರುವೇಕೆರೆ ಪೊಲೀಸ್ ಠಾಣೆಯ ಆರಕ್ಷಕ ಉಪನಿರೀಕ್ಷಕರಾದ ಸಂಗಮ ಮೇಟಿ, ಮಾರುತಿ ಹಾಗೂ ದಂಡಿನ ಶಿವರ ಪೊಲೀಸ್ ಠಾಣೆಯ ಪಿಎಸ್‌ಐ ಚಿತ್ರರಂಜನ್, ಸಿಬ್ಬಂದಿಗಳಾದ ಎ.ಎಸ್.ಐ ಶಂಕರಪ್ಪ, ಮಲ್ಲಿಕಾರ್ಜುನ ಹಾಗೂ ಸಿಬ್ಬಂದಿಗಳಾದ ದಿನೇಶ್, ಮಧು, ಅರುಣ್ ಕುಮಾರ್, ಅನಿಲ್ ಕುಮಾರ್, ತಿಪ್ಪೇಸ್ವಾಮಿ, ಸೇರಿದಂತೆ ತಾಲೂಕಿನ ಪರಿಶಿಷ್ಟ ಜಾತಿ ಸಂಘಟನೆಗಳ ಮುಖಂಡರಾದ ನಮ್ಮದಿ ಗ್ರಾಮ ಮೂರ್ತಿ, ದೊಡ್ಡಬಿಲ್ಲ ರಾಮಣ್ಣ, ಕೃಷ್ಣ ಮೂರ್ತಿ, ಹುಲ್ಲೇಕೆರೆ ಜಗದೀಶ್, ಬೀಚನಹಳ್ಳಿ ರಾಮಣ್ಣ, ಹೆಬ್ಬೂರು ರಾಮಣ್ಣ, ಮಹೇಶ್, ಚಂದ್ರಯ್ಯ, ಹೋರಪ್ಪ ಮಂಜುನಾಥ್, ಹಟ್ಟಿಹಳ್ಳಿ ಸೇರಿದಂತೆ ನಾನಾ ಮುಖಂಡ ದಲಿತ ಮುಖಂಡರುಗಳು ಸಭೆಯಲ್ಲಿ ಮುಖಂಡರುಗಳು ಪಾಲ್ಗೊಂಡಿದ್ದರು. [504, 128, 697, 378]
photo-banner [300, 144, 442, 174]
kamashetti-col2: ಮತ್ತು ಬರದಲೇಪಾಳ್ಯದ ಶ್ರೀ ಅಂಬಿಕಾದೇವಿ ಅಮ್ಮನವರನ್ನು ಬರಮಾಡಿಕೊಂಡು ಮುಂಜಾನೆಯಿಂದಲೇ ಗಣಪತಿ ಹೋಮ, ನವಗ್ರಹ, ಮೃತ್ಯುಂಜಯ ಹೋಮ ನಡೆಸಿ ಪಂಚವಿವ್ಯಗಳಿಂದ ಅಮ್ಮನವರಿಗೆ ಅಭಿಷೇಕ ಮಾಡಿ ನಂತರ ವಿಶೇಷ ಅಲಂಕಾರವನ್ನು ಮಾಡಲಾಗಿತ್ತು. ರಾತ್ರಿ ಬನದ ಹುಣ್ಣಿಮೆಗೆ ಆಗಮಿಸಿದ ಭಕ್ತರಿಗೆ ಪ್ರಸಾದ ವಿನಿಯೋಗ ವ್ಯವಸ್ಥೆ ಮಾಡಲಾಗಿತ್ತು. ಹುಳಿಯಾರು, ಕೆಂಕೆರೆ, ಲಿಂಗಪ್ಪನಪಾಳ್ಯ, ಹೊಸಹಳ್ಳಿಪಾಳ್ಯ, ಕೆ.ಸಿ.ಪಾಳ್ಯ ಸೇರಿದಂತೆ ವಿವಿಧ ಗ್ರಾಮಗಳಿಂದ ಅಪಾರ ಸಂಖ್ಯೆಯಲ್ಲಿ ಭಕ್ತರು ಆಗಮಿಸಿ ದೇವಿಯ ದರ್ಶನ ಪಡೆದು ಪುನೀತರಾದರು. [785, 910, 938, 1023]
law-event-photo [176, 1068, 468, 1164]
atrocity-col3: ದಾಖಲಾಗಿರುವುದು ದಂಡಿನಶಿವರ ಪೊಲೀಸ್ ಠಾಣೆಯಲ್ಲಿ, ಗಂಜಾವಾರದಂತಹ ಪ್ರಕರಣಗಳಲ್ಲಿ ಹಾಸನ-ಅರಸೀಕೆರೆ, ನಾಗಮಂಗಲದ ಮೂಲ ಮಾರಾಟಗಾರರನ್ನು ಹಿಡಿದು ಬಂಧಿಸಿ ಜೈಲಿಗಟ್ಟಲಾಗಿದೆ. ತಮ್ಮಗಳ ಸಲಹೆಯಂತೆ ಹಳ್ಳಿಗಳಲ್ಲಿ ಅಕ್ರಮ ಮದ್ಯ ಮಾರಾಟದ ಬಗ್ಗೆ ಸೇರಿದಾಗಿ ನಾವೇ ಸ್ವತಃ ರೇಡ್ ಮಾಡುವ ಮೂಲಕ ಅಕ್ರಮ ಮದ್ಯ ಮಾರಾಟವನ್ನು ತಪ್ಪಿಸುವ ನಿಟ್ಟಿನಲ್ಲಿ ಹಾಗೂ ಟ್ರಾಫಿಕ್ ಸಮಸ್ಯೆ, ಇಸ್ಪೀಟ್ ಅಂಡ್ ರನ್ ಪ್ರಕರಣಗಳನ್ನು ನಿಲ್ಲಿಕ್ಷಿಸಿದ್ದ, ಅಟ್ರಾಸಿಟಿ ಪ್ರಕರಣಗಳಲ್ಲಿ ನಿರ್ದಿಷ್ಟ ಕಾರಣವಿಲ್ಲದೆ ಬಿ ರಿಪೋರ್ಟ್ ಹಾಕುವುದಿಲ್ಲ. ತಾಲೂಕಿನಲ್ಲಿ ಕಾನೂನು ಬಾಹಿರ ಚಟುವಟಿಕೆಗಳಲ್ಲಿ ತೊಡಗಿದ ಯಾರೇ ಆಗಲಿ ನಿರ್ದಾಕ್ಷಿಣ್ಯವಾಗಿ ಕ್ರಮ ಕೈಗೊಳ್ಳಲಾಗುವುದು ಎಂದರು. ಸಭೆಗೆ ಮುಂಚಿನ ದಿನಗಳಲ್ಲಿ ಸಭೆ ಕರೆದು ಆಯಾ ಅಹವಾಲುಗಳನ್ನು ಪರಿಶೀಲಿಸಿ ಪ್ರಾಮಾಣಿಕವಾಗಿ ಸಮಸ್ಯೆ ಬಗೆಹರಿಸುವ ನಿಟ್ಟಿನಲ್ಲಿ ಪ್ರಾಮಾಣಿಕ ಪ್ರಯತ್ನ ಮಾಡುತ್ತೇವೆ ಎಂದು ತಿಳಿಸಿದರು. ಈ ವೇಳೆ ತಾಲೂಕಿನ ಹಲವಾರು ದಲಿತ ಮುಖಂಡ ರುಗಳು, ಪಾಂಡುರಂಗ ವೃತ್ತ, ಪಿ.ಎಸ್.ಐ ಸಂಬಂಧಿಸಿದ ದೂರುಗಳು, ಟ್ರಾಫಿಕ್ ಕಿರಿಕಿರಿ, [349, 330, 499, 534]
sankranti-idol-photo [630, 656, 780, 834]
photo-banner-line3: ಕುಂದುಕೊರತೆ ಸಭೆ [343, 164, 399, 174]
ranganatha-illustration [625, 1226, 765, 1418]
masthead-rule [8, 27, 938, 29]
ranganatha-photo [625, 1226, 765, 1418]
school-rule [8, 1422, 468, 1423]
law-rule-top [8, 1014, 468, 1015]
section-rule-3 [480, 1170, 938, 1171]
bairappaji-headline-1: ದಿ. ಬೈರಪ್ಪಾಜಿ ಜನ ಸಾಮಾನ್ಯರ ಸೇವೆ ಮಾಡುವ ಮೂಲಕ ಯುವ [8, 604, 416, 625]
health-camp-illustration [176, 689, 468, 814]
sankranti-headline: ಹುಳಿಯಾರಿನಲ್ಲಿ ಸಂಭ್ರಮದಿಂದ ಸಂಕ್ರಾಂತಿ ಆಚರಣೆ [536, 604, 882, 628]
health-camp-photo [176, 689, 468, 814]
